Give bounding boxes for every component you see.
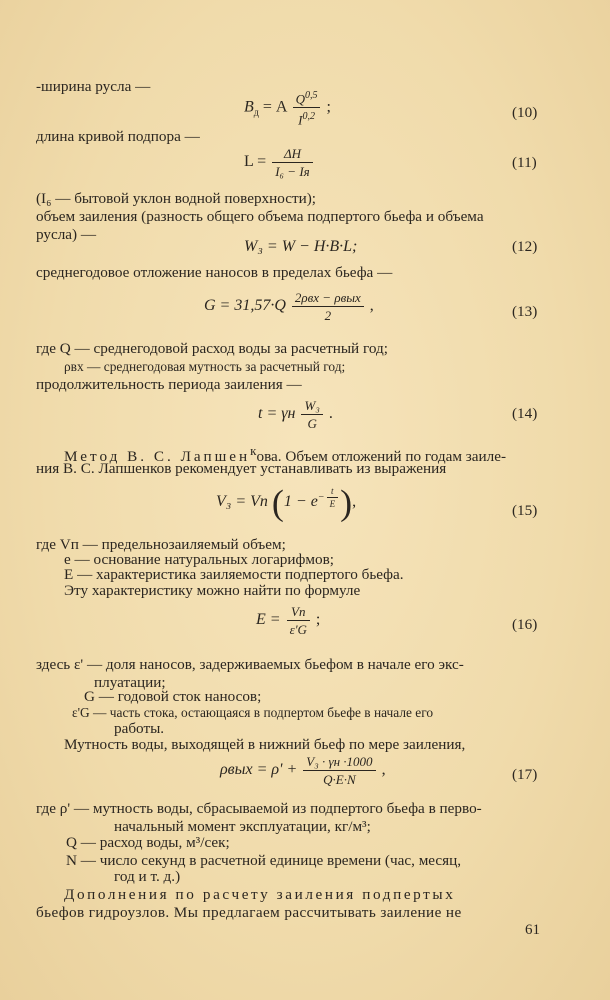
text-line: Дополнения по расчету заиления подпертых (64, 886, 456, 903)
equation-10: $B_д = A$ $\frac{Q^{0,5}}{I^{0,2}}$ ; (244, 90, 331, 128)
page-number: 61 (525, 922, 540, 938)
text-line: G — годовой сток наносов; (84, 688, 262, 705)
text-line: здесь ε' — доля наносов, задерживаемых бьефом в начале его экс- (36, 656, 464, 673)
equation-12: W₃ = W − H·B·L; (244, 238, 358, 255)
equation-number: (10) (512, 104, 538, 121)
text-line: ρвх — среднегодовая мутность за расчетный год; (64, 359, 346, 374)
equation-number: (13) (512, 303, 538, 320)
text-line: ε'G — часть стока, остающаяся в подпертом бьефе в начале его (72, 705, 434, 720)
text-line: плуатации; (94, 674, 166, 691)
text-line: Мутность воды, выходящей в нижний бьеф по мере заиления, (64, 736, 466, 753)
text-line: (I₆ — бытовой уклон водной поверхности); (36, 190, 317, 207)
text-line: Q — расход воды, м³/сек; (66, 834, 230, 851)
text-line: среднегодовое отложение наносов в пределах бьефа — (36, 264, 393, 281)
text-line: начальный момент эксплуатации, кг/м³; (114, 818, 371, 835)
equation-16: E = $\frac{Vп}{\varepsilon'G}$ ; (256, 604, 321, 637)
equation-15: V₃ = Vп ($1 - e^{- \frac{t}{E}}$ ), (216, 482, 357, 523)
text-line: Эту характеристику можно найти по формуле (64, 582, 361, 599)
text-line: длина кривой подпора — (36, 128, 200, 145)
text-line: работы. (114, 720, 165, 737)
text-line: N — число секунд в расчетной единице времени (час, месяц, (66, 852, 462, 869)
equation-number: (17) (512, 766, 538, 783)
equation-17: ρвых = ρ' + $\frac{\text{V₃ · γн ·1000}}{Q\cdot E\cdot N}$ , (220, 754, 386, 787)
equation-number: (15) (512, 502, 538, 519)
text-line: год и т. д.) (114, 868, 181, 885)
text-line: русла) — (36, 226, 97, 243)
equation-number: (12) (512, 238, 538, 255)
equation-13: G = 31,57·Q $\frac{\text{2ρвх − ρвых}}{2}$ , (204, 290, 374, 323)
equation-14: t = γн $\frac{\text{W₃}}{G}$ . (258, 398, 333, 431)
text-line: -ширина русла — (36, 78, 151, 95)
text-line: где ρ' — мутность воды, сбрасываемой из подпертого бьефа в перво- (36, 800, 482, 817)
equation-number: (16) (512, 616, 538, 633)
text-line: E — характеристика заиляемости подпертого бьефа. (64, 566, 404, 583)
text-line: e — основание натуральных логарифмов; (64, 551, 334, 568)
equation-number: (11) (512, 154, 537, 171)
equation-11: L = $\frac{\Delta H}{\text{I₆ − Iя}}$ (244, 146, 315, 179)
text-line: где Q — среднегодовой расход воды за расчетный год; (36, 340, 388, 357)
text-line: где Vп — предельнозаиляемый объем; (36, 536, 286, 553)
text-line: Метод В. С. Лапшен$^к$ова. Объем отложений по годам заиле- (64, 443, 507, 466)
text-line: ния В. С. Лапшенков рекомендует устанавливать из выражения (36, 460, 447, 477)
equation-number: (14) (512, 405, 538, 422)
text-line: продолжительность периода заиления — (36, 376, 302, 393)
text-line: объем заиления (разность общего объема подпертого бьефа и объема (36, 208, 484, 225)
text-line: бьефов гидроузлов. Мы предлагаем рассчитывать заиление не (36, 904, 462, 921)
